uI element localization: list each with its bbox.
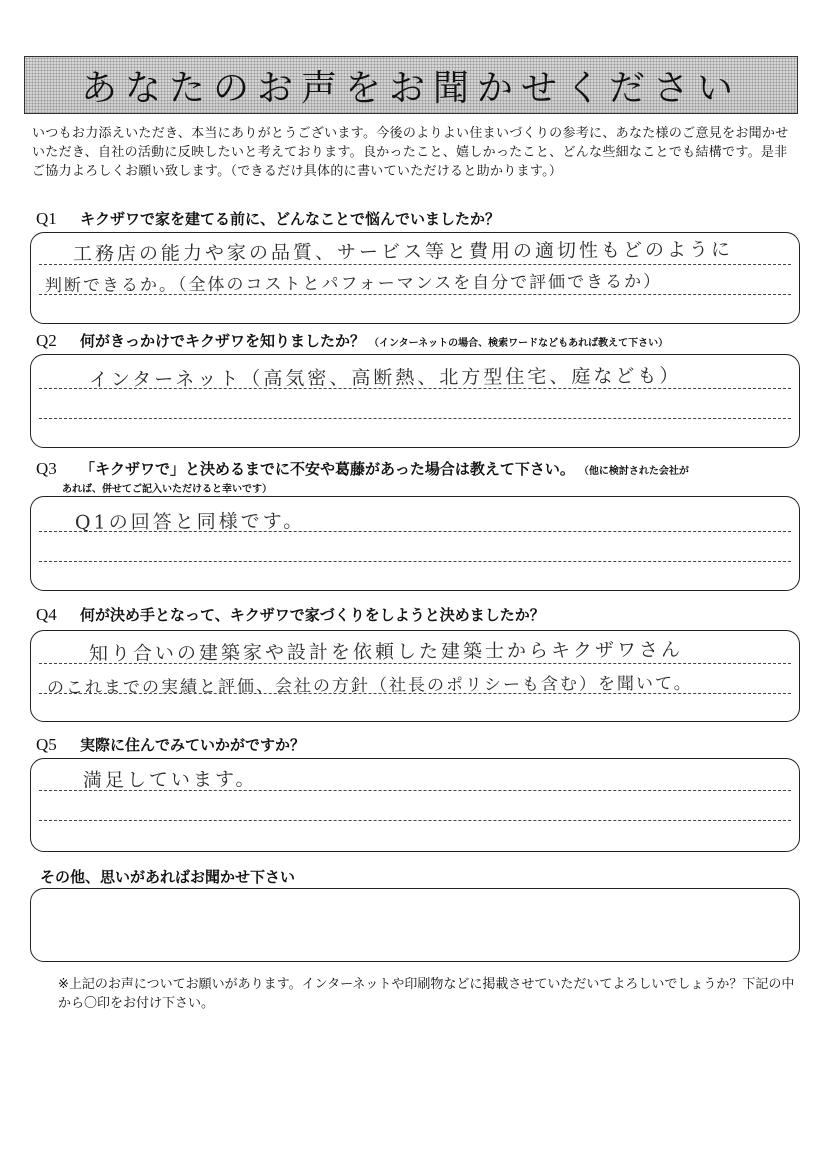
answer-box-3	[30, 496, 800, 591]
question-2	[36, 330, 668, 351]
question-number: Q5	[36, 735, 57, 754]
title-banner	[24, 56, 798, 114]
handwritten-answer: 判断できるか。（全体のコストとパフォーマンスを自分で評価できるか）	[44, 271, 663, 297]
question-3	[36, 458, 689, 479]
page-title: あなたのお声をお聞かせください	[80, 67, 741, 109]
handwritten-answer: 満足しています。	[82, 768, 258, 792]
question-number: Q4	[36, 605, 57, 624]
answer-box-2	[30, 354, 800, 448]
question-note: （インターネットの場合、検索ワードなどもあれば教えて下さい）	[369, 338, 669, 349]
handwritten-answer: 工務店の能力や家の品質、サービス等と費用の適切性もどのように	[72, 238, 734, 266]
handwritten-answer: 知り合いの建築家や設計を依頼した建築士からキクザワさん	[88, 638, 684, 666]
question-text: キクザワで家を建てる前に、どんなことで悩んでいましたか？	[80, 210, 501, 228]
question-text: 「キクザワで」と決めるまでに不安や葛藤があった場合は教えて下さい。	[80, 460, 575, 478]
answer-box-other	[30, 888, 800, 962]
question-number: Q1	[36, 209, 57, 228]
question-text: 実際に住んでみていかがですか？	[80, 736, 306, 754]
other-prompt: その他、思いがあればお聞かせ下さい	[40, 868, 296, 886]
question-5	[36, 734, 305, 755]
question-text: 何が決め手となって、キクザワで家づくりをしようと決めましたか？	[80, 606, 545, 624]
answer-box-1	[30, 232, 800, 324]
publication-note: ※上記のお声についてお願いがあります。インターネットや印刷物などに掲載させていただいてよろしいでしょうか？下記の中から〇印をお付け下さい。	[58, 977, 795, 1011]
question-1	[36, 208, 500, 229]
answer-box-4	[30, 630, 800, 722]
question-number: Q3	[36, 459, 57, 478]
handwritten-answer: インターネット（高気密、高断熱、北方型住宅、庭なども）	[88, 364, 682, 392]
question-4	[36, 604, 545, 625]
question-note-continued: あれば、併せてご記入いただけると幸いです）	[62, 484, 272, 495]
question-note: （他に検討された会社が	[578, 466, 689, 477]
handwritten-answer: のこれまでの実績と評価、会社の方針（社長のポリシーも含む）を聞いて。	[46, 673, 693, 699]
question-text: 何がきっかけでキクザワを知りましたか？	[80, 332, 366, 350]
handwritten-answer: Q1の回答と同様です。	[74, 510, 306, 534]
intro-paragraph: いつもお力添えいただき、本当にありがとうございます。今後のよりよい住まいづくりの参考に、あなた様のご意見をお聞かせいただき、自社の活動に反映したいと考えております。良かったこと、嬉しかったこと、どんな些細なことでも結構です。是非ご協力よろしくお願い致します。（できるだけ具体的に書いていただけると助かります。）	[32, 126, 789, 179]
question-number: Q2	[36, 331, 57, 350]
answer-box-5	[30, 758, 800, 852]
